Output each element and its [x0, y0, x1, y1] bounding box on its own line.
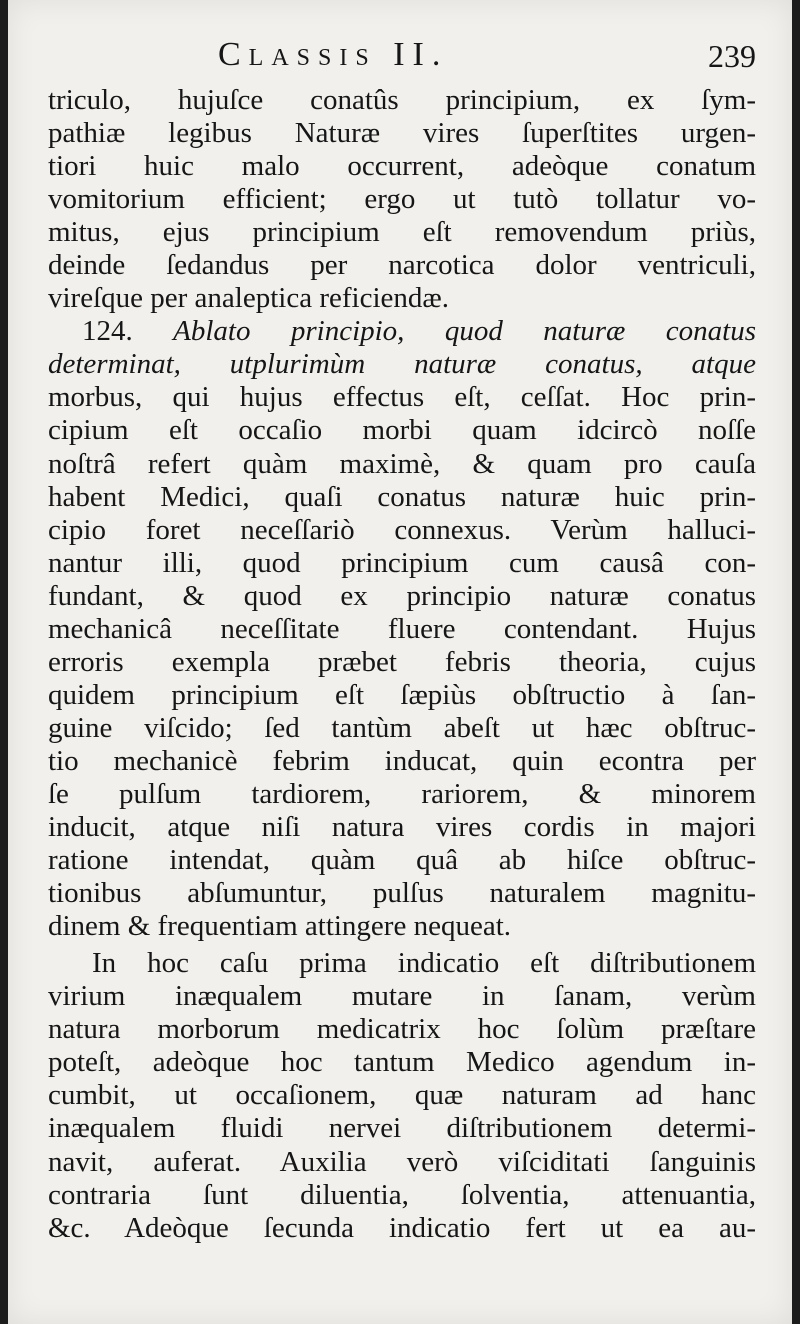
paragraph — [48, 947, 756, 1244]
text-line: guine viſcido; ſed tantùm abeſt ut hæc obſtruc- — [48, 711, 756, 744]
text-line: fundant, & quod ex principio naturæ conatus — [48, 579, 756, 612]
paragraph-number: 124. — [82, 315, 133, 348]
text-line: noſtrâ refert quàm maximè, & quam pro cauſa — [48, 447, 756, 480]
text-line: natura morborum medicatrix hoc ſolùm præſtare — [48, 1013, 756, 1046]
text-line: cipium eſt occaſio morbi quam idcircò noſſe — [48, 414, 756, 447]
paragraph-continuation — [48, 84, 756, 315]
paragraph-lead: Ablato principio, quod naturæ conatus — [173, 315, 756, 348]
text-line-first — [48, 315, 756, 348]
text-line: morbus, qui hujus effectus eſt, ceſſat. Hoc prin- — [48, 381, 756, 414]
text-line: determinat, utplurimùm naturæ conatus, atque — [48, 348, 756, 381]
page-number: 239 — [708, 38, 756, 74]
text-column — [48, 0, 756, 1245]
text-line: contraria ſunt diluentia, ſolventia, attenuantia, — [48, 1178, 756, 1211]
text-line: tionibus abſumuntur, pulſus naturalem magnitu- — [48, 877, 756, 910]
text-line: mitus, ejus principium eſt removendum priùs, — [48, 216, 756, 249]
text-line: cipio foret neceſſariò connexus. Verùm halluci- — [48, 513, 756, 546]
text-line: tiori huic malo occurrent, adeòque conatum — [48, 150, 756, 183]
text-line: virium inæqualem mutare in ſanam, verùm — [48, 980, 756, 1013]
text-line: habent Medici, quaſi conatus naturæ huic prin- — [48, 480, 756, 513]
text-line: erroris exempla præbet febris theoria, cujus — [48, 645, 756, 678]
text-line: vomitorium efficient; ergo ut tutò tollatur vo- — [48, 183, 756, 216]
text-line: deinde ſedandus per narcotica dolor ventriculi, — [48, 249, 756, 282]
text-line: mechanicâ neceſſitate fluere contendant. Hujus — [48, 612, 756, 645]
book-page — [8, 0, 792, 1324]
text-line: navit, auferat. Auxilia verò viſciditati ſanguinis — [48, 1145, 756, 1178]
text-line: dinem & frequentiam attingere nequeat. — [48, 910, 512, 943]
text-line: ſe pulſum tardiorem, rariorem, & minorem — [48, 777, 756, 810]
text-line: quidem principium eſt ſæpiùs obſtructio à ſan- — [48, 678, 756, 711]
text-line: poteſt, adeòque hoc tantum Medico agendum in- — [48, 1046, 756, 1079]
text-line: vireſque per analeptica reficiendæ. — [48, 282, 449, 315]
text-line: In hoc caſu prima indicatio eſt diſtributionem — [92, 947, 756, 980]
running-head: Classis II. — [218, 36, 449, 73]
text-line: &c. Adeòque ſecunda indicatio fert ut ea au- — [48, 1211, 756, 1244]
text-line: nantur illi, quod principium cum causâ con- — [48, 546, 756, 579]
page-header — [48, 32, 756, 84]
text-line: ratione intendat, quàm quâ ab hiſce obſtruc- — [48, 844, 756, 877]
text-line: pathiæ legibus Naturæ vires ſuperſtites urgen- — [48, 117, 756, 150]
text-line: inæqualem fluidi nervei diſtributionem determi- — [48, 1112, 756, 1145]
text-line: triculo, hujuſce conatûs principium, ex ſym- — [48, 84, 756, 116]
text-line: tio mechanicè febrim inducat, quin econtra per — [48, 744, 756, 777]
text-line: inducit, atque niſi natura vires cordis in majori — [48, 811, 756, 844]
text-line: cumbit, ut occaſionem, quæ naturam ad hanc — [48, 1079, 756, 1112]
paragraph-124 — [48, 315, 756, 943]
